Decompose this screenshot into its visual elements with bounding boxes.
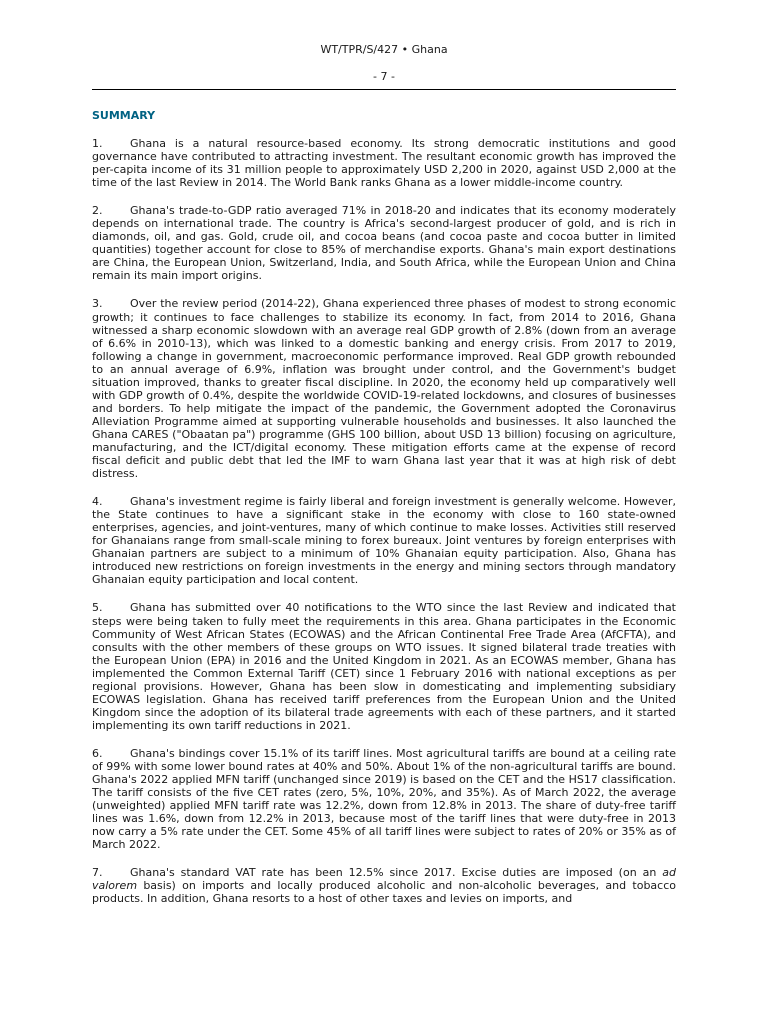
paragraph-text-after: basis) on imports and locally produced alcoholic and non-alcoholic beverages, and tobacco products. In addition, Ghana resorts to a host of other taxes and levies on imports, and xyxy=(92,879,676,906)
paragraph-text: Ghana's investment regime is fairly liberal and foreign investment is generally welcome. However, the State continues to have a significant stake in the economy with close to 160 state-owned enterprises, agencies, and joint-ventures, many of which continue to make losses. Activities still reserved for Ghanaians range from small-scale mining to forex bureaux. Joint ventures by foreign enterprises with Ghanaian partners are subject to a minimum of 10% Ghanaian equity participation. Also, Ghana has introduced new restrictions on foreign investments in the energy and mining sectors through mandatory Ghanaian equity participation and local content. xyxy=(92,495,676,587)
page-number: - 7 - xyxy=(373,70,395,83)
document-page xyxy=(92,0,676,905)
paragraph-text-italic: ad valorem xyxy=(92,866,676,893)
header-divider xyxy=(92,89,676,90)
paragraph-text: Ghana's trade-to-GDP ratio averaged 71% in 2018-20 and indicates that its economy moderately depends on international trade. The country is Africa's second-largest producer of gold, and is rich in diamonds, oil, and gas. Gold, crude oil, and cocoa beans (and cocoa paste and cocoa butter in limited quantities) together account for close to 85% of merchandise exports. Ghana's main export destinations are China, the European Union, Switzerland, India, and South Africa, while the European Union and China remain its main import origins. xyxy=(92,204,676,283)
paragraph-text-before: Ghana's standard VAT rate has been 12.5% since 2017. Excise duties are imposed (on an xyxy=(130,866,663,880)
paragraph-text: Over the review period (2014-22), Ghana experienced three phases of modest to strong economic growth; it continues to face challenges to stabilize its economy. In fact, from 2014 to 2016, Ghana witnessed a sharp economic slowdown with an average real GDP growth of 2.8% (down from an average of 6.6% in 2010-13), which was linked to a domestic banking and energy crisis. From 2017 to 2019, following a change in government, macroeconomic performance improved. Real GDP growth rebounded to an annual average of 6.9%, inflation was brought under control, and the Government's budget situation improved, thanks to greater fiscal discipline. In 2020, the economy held up comparatively well with GDP growth of 0.4%, despite the worldwide COVID-19-related lockdowns, and closures of businesses and borders. To help mitigate the impact of the pandemic, the Government adopted the Coronavirus Alleviation Programme aimed at supporting vulnerable households and businesses. It also launched the Ghana CARES ("Obaatan pa") programme (GHS 100 billion, about USD 13 billion) focusing on agriculture, manufacturing, and the ICT/digital economy. These mitigation efforts came at the expense of record fiscal deficit and public debt that led the IMF to warn Ghana last year that it was at high risk of debt distress. xyxy=(92,297,676,481)
paragraph-6 xyxy=(92,747,676,851)
paragraph-number: 7. xyxy=(92,866,103,880)
paragraph-number: 6. xyxy=(92,746,103,760)
paragraph-number: 4. xyxy=(92,495,103,509)
paragraph-number: 2. xyxy=(92,204,103,218)
paragraph-text: Ghana's bindings cover 15.1% of its tariff lines. Most agricultural tariffs are bound at a ceiling rate of 99% with some lower bound rates at 40% and 50%. About 1% of the non-agricultural tariffs are bound. Ghana's 2022 applied MFN tariff (unchanged since 2019) is based on the CET and the HS17 classification. The tariff consists of the five CET rates (zero, 5%, 10%, 20%, and 35%). As of March 2022, the average (unweighted) applied MFN tariff rate was 12.2%, down from 12.8% in 2013. The share of duty-free tariff lines was 1.6%, down from 12.2% in 2013, because most of the tariff lines that were duty-free in 2013 now carry a 5% rate under the CET. Some 45% of all tariff lines were subject to rates of 20% or 35% as of March 2022. xyxy=(92,746,676,852)
section-title: SUMMARY xyxy=(92,109,156,122)
paragraph-number: 3. xyxy=(92,297,103,311)
document-reference: WT/TPR/S/427 • Ghana xyxy=(320,43,448,56)
paragraph-2 xyxy=(92,204,676,282)
paragraph-3 xyxy=(92,297,676,480)
paragraph-number: 1. xyxy=(92,137,103,150)
paragraph-text: Ghana is a natural resource-based economy. Its strong democratic institutions and good governance have contributed to attracting investment. The resultant economic growth has improved the per-capita income of its 31 million people to approximately USD 2,200 in 2020, against USD 2,000 at the time of the last Review in 2014. The World Bank ranks Ghana as a lower middle-income country. xyxy=(92,137,676,190)
paragraph-1 xyxy=(92,137,676,189)
paragraph-text: Ghana has submitted over 40 notifications to the WTO since the last Review and indicated that steps were being taken to fully meet the requirements in this area. Ghana participates in the Economic Community of West African States (ECOWAS) and the African Continental Free Trade Area (AfCFTA), and consults with the other members of these groups on WTO issues. It signed bilateral trade treaties with the European Union (EPA) in 2016 and the United Kingdom in 2021. As an ECOWAS member, Ghana has implemented the Common External Tariff (CET) since 1 February 2016 with national exceptions as per regional provisions. However, Ghana has been slow in domesticating and implementing subsidiary ECOWAS legislation. Ghana has received tariff preferences from the European Union and the United Kingdom since the adoption of its bilateral trade agreements with each of these partners, and it started implementing its own tariff reductions in 2021. xyxy=(92,601,676,732)
paragraph-7 xyxy=(92,866,676,905)
paragraph-5 xyxy=(92,601,676,731)
paragraph-4 xyxy=(92,495,676,586)
paragraph-number: 5. xyxy=(92,601,103,615)
